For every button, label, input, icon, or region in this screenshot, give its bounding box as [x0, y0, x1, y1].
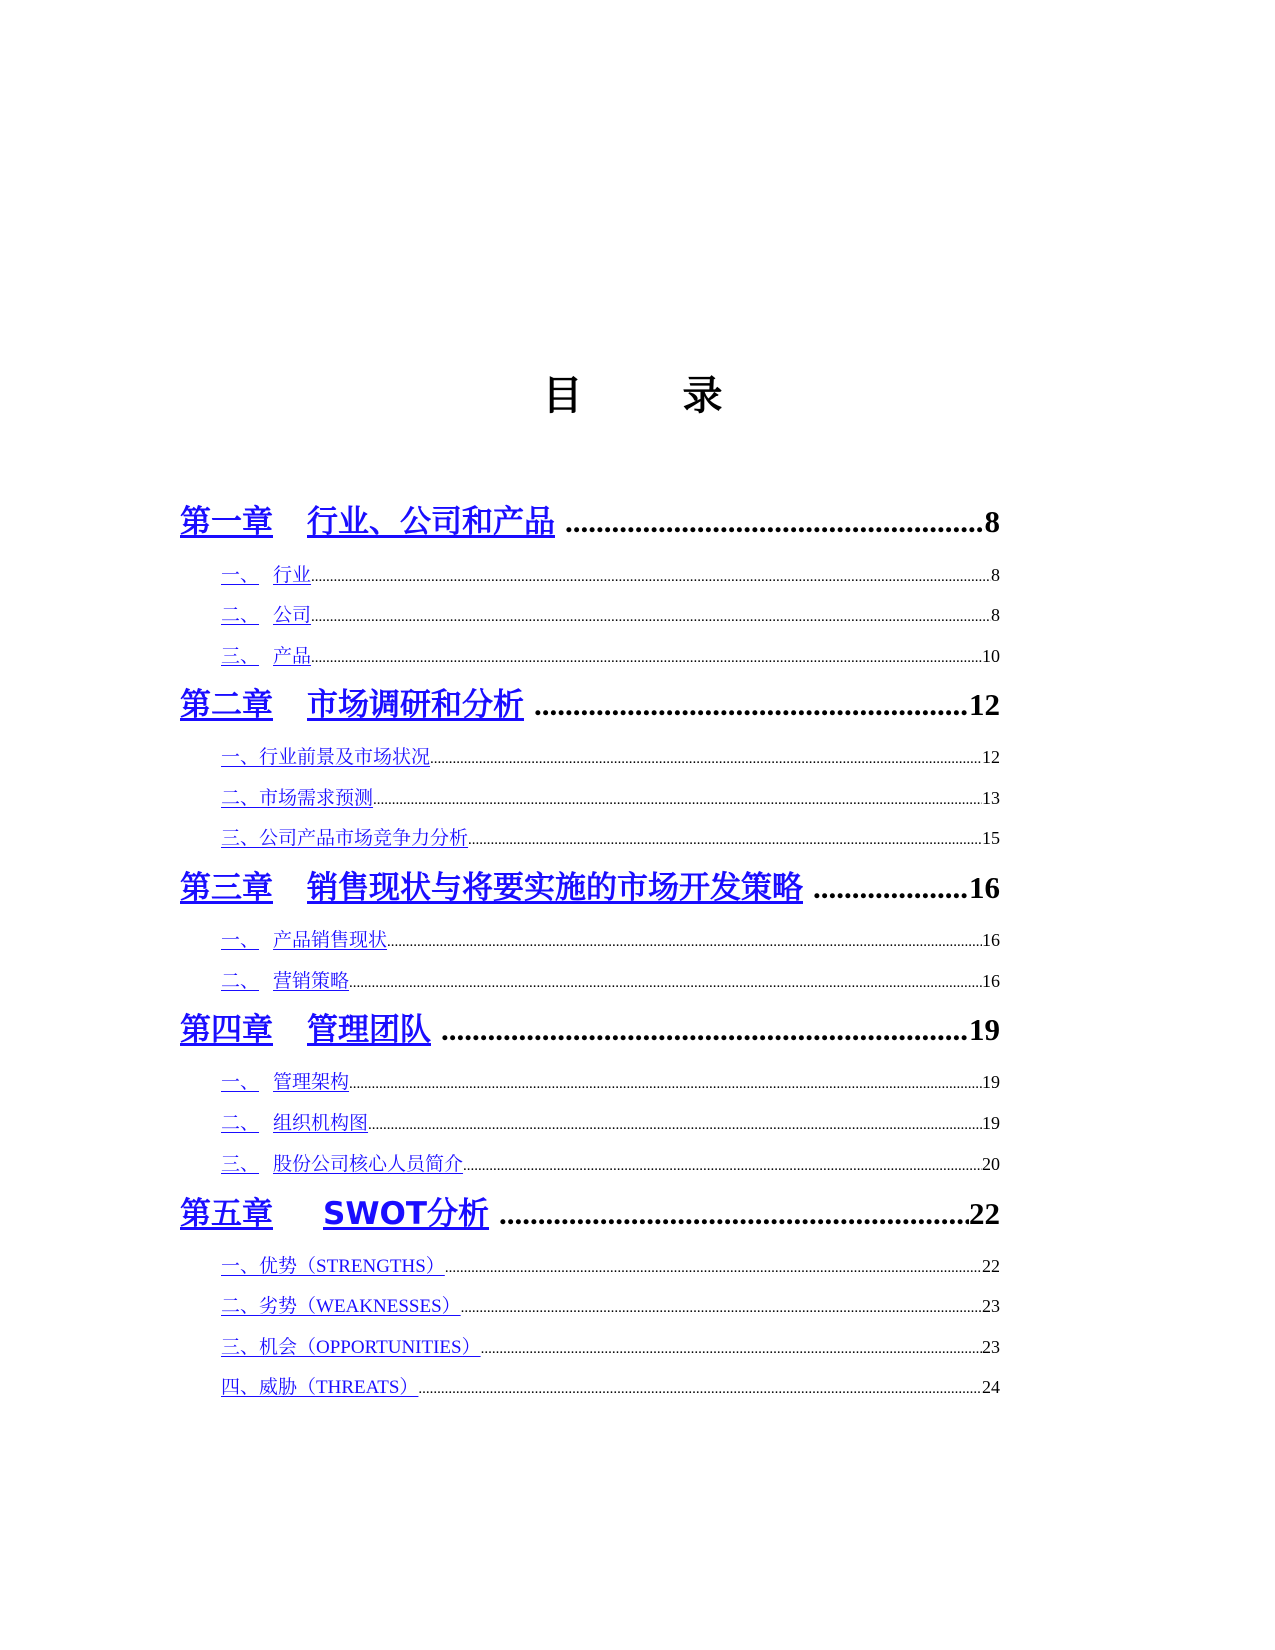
section-link[interactable] — [221, 1251, 445, 1278]
toc-chapter-4[interactable] — [180, 1004, 1000, 1048]
chapter-3-link[interactable] — [180, 862, 803, 907]
chapter-number: 第二章 — [180, 687, 273, 723]
section-link[interactable] — [221, 1149, 463, 1176]
toc-chapter-2[interactable] — [180, 679, 1000, 723]
chapter-number: 第四章 — [180, 1012, 273, 1048]
section-title: 公司 — [273, 605, 312, 626]
toc-section[interactable] — [221, 966, 1000, 992]
section-title: 优势（STRENGTHS） — [259, 1256, 445, 1277]
chapter-number: 第五章 — [180, 1196, 273, 1232]
page-number: 16 — [969, 870, 1000, 905]
dot-leader — [565, 504, 985, 540]
section-link[interactable] — [221, 823, 468, 850]
section-number: 二、 — [221, 1113, 260, 1134]
section-number: 三、 — [221, 1154, 260, 1175]
section-number: 一、 — [221, 565, 260, 586]
section-number: 二、 — [221, 1296, 260, 1317]
section-link[interactable] — [221, 1372, 418, 1399]
page-number: 19 — [982, 1072, 1000, 1092]
toc-section[interactable] — [221, 823, 1000, 849]
section-title: 劣势（WEAKNESSES） — [259, 1296, 461, 1317]
page-number: 12 — [982, 747, 1000, 767]
dot-leader — [481, 1341, 982, 1358]
section-link[interactable] — [221, 600, 311, 627]
dot-leader — [373, 792, 982, 809]
section-link[interactable] — [221, 1108, 368, 1135]
page-number: 20 — [982, 1154, 1000, 1174]
section-title: 机会（OPPORTUNITIES） — [259, 1337, 481, 1358]
section-number: 一、 — [221, 1072, 260, 1093]
toc-section[interactable] — [221, 1332, 1000, 1358]
chapter-number: 第三章 — [180, 870, 273, 906]
toc-section[interactable] — [221, 1372, 1000, 1398]
dot-leader — [813, 870, 969, 906]
section-title: 管理架构 — [273, 1072, 350, 1093]
dot-leader — [463, 1158, 982, 1175]
dot-leader — [418, 1381, 982, 1398]
chapter-title: 管理团队 — [307, 1012, 431, 1048]
section-number: 三、 — [221, 828, 260, 849]
page-number: 12 — [969, 687, 1000, 722]
dot-leader — [349, 1076, 982, 1093]
section-number: 二、 — [221, 971, 260, 992]
section-number: 一、 — [221, 930, 260, 951]
section-link[interactable] — [221, 742, 430, 769]
dot-leader — [430, 751, 982, 768]
section-title: 行业前景及市场状况 — [259, 747, 431, 768]
section-link[interactable] — [221, 783, 373, 810]
page-number: 8 — [984, 504, 1000, 539]
section-title: 威胁（THREATS） — [259, 1377, 419, 1398]
section-number: 三、 — [221, 1337, 260, 1358]
chapter-title: 行业、公司和产品 — [307, 504, 555, 540]
toc-section[interactable] — [221, 783, 1000, 809]
toc-section[interactable] — [221, 925, 1000, 951]
page-number: 23 — [982, 1296, 1000, 1316]
section-title: 公司产品市场竞争力分析 — [259, 828, 469, 849]
page-number: 22 — [969, 1196, 1000, 1231]
section-link[interactable] — [221, 1332, 481, 1359]
page-number: 16 — [982, 930, 1000, 950]
section-title: 行业 — [273, 565, 312, 586]
chapter-title: 销售现状与将要实施的市场开发策略 — [307, 870, 803, 906]
dot-leader — [534, 687, 969, 723]
section-number: 三、 — [221, 646, 260, 667]
page-number: 19 — [969, 1012, 1000, 1047]
toc-section[interactable] — [221, 600, 1000, 626]
toc-section[interactable] — [221, 742, 1000, 768]
toc-section[interactable] — [221, 1251, 1000, 1277]
section-number: 一、 — [221, 1256, 260, 1277]
dot-leader — [441, 1012, 969, 1048]
page-number: 15 — [982, 828, 1000, 848]
section-title: 产品 — [273, 646, 312, 667]
toc-chapter-3[interactable] — [180, 862, 1000, 906]
toc-chapter-5[interactable] — [180, 1188, 1000, 1232]
section-link[interactable] — [221, 966, 349, 993]
dot-leader — [387, 934, 982, 951]
toc-section[interactable] — [221, 1149, 1000, 1175]
section-link[interactable] — [221, 560, 311, 587]
chapter-title: SWOT分析 — [323, 1196, 490, 1232]
page-number: 16 — [982, 971, 1000, 991]
page-number: 24 — [982, 1377, 1000, 1397]
toc-section[interactable] — [221, 1067, 1000, 1093]
section-title: 产品销售现状 — [273, 930, 388, 951]
page-number: 13 — [982, 788, 1000, 808]
page-number: 10 — [982, 646, 1000, 666]
section-number: 二、 — [221, 605, 260, 626]
page-number: 22 — [982, 1256, 1000, 1276]
dot-leader — [311, 609, 991, 626]
dot-leader — [468, 832, 982, 849]
section-link[interactable] — [221, 1067, 349, 1094]
section-number: 一、 — [221, 747, 260, 768]
toc-section[interactable] — [221, 1291, 1000, 1317]
dot-leader — [445, 1260, 982, 1277]
chapter-5-link[interactable] — [180, 1188, 489, 1233]
toc-section[interactable] — [221, 1108, 1000, 1134]
page-number: 8 — [991, 565, 1000, 585]
chapter-title: 市场调研和分析 — [307, 687, 524, 723]
dot-leader — [499, 1196, 969, 1232]
toc-section[interactable] — [221, 641, 1000, 667]
page-number: 8 — [991, 605, 1000, 625]
chapter-4-link[interactable] — [180, 1004, 431, 1049]
toc-section[interactable] — [221, 560, 1000, 586]
section-link[interactable] — [221, 925, 387, 952]
section-link[interactable] — [221, 1291, 461, 1318]
page-number: 19 — [982, 1113, 1000, 1133]
chapter-1-link[interactable] — [180, 496, 555, 541]
dot-leader — [368, 1117, 982, 1134]
chapter-number: 第一章 — [180, 504, 273, 540]
toc-title: 目 录 — [542, 373, 753, 419]
section-title: 组织机构图 — [273, 1113, 369, 1134]
section-number: 四、 — [221, 1377, 260, 1398]
dot-leader — [349, 975, 982, 992]
section-number: 二、 — [221, 788, 260, 809]
page-number: 23 — [982, 1337, 1000, 1357]
section-title: 股份公司核心人员简介 — [273, 1154, 464, 1175]
section-link[interactable] — [221, 641, 311, 668]
toc-chapter-1[interactable] — [180, 496, 1000, 540]
section-title: 市场需求预测 — [259, 788, 374, 809]
dot-leader — [311, 569, 991, 586]
section-title: 营销策略 — [273, 971, 350, 992]
dot-leader — [461, 1300, 982, 1317]
chapter-2-link[interactable] — [180, 679, 524, 724]
dot-leader — [311, 650, 982, 667]
